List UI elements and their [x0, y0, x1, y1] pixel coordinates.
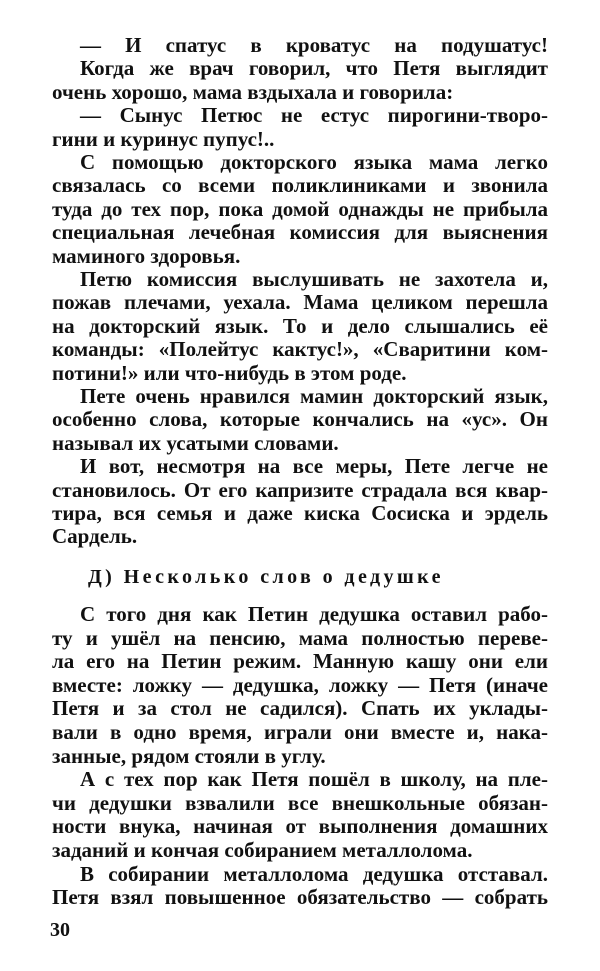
text-line: становилось. От его капризите страдала вся квар-: [52, 477, 548, 502]
text-line: ту и ушёл на пенсию, мама полностью переве-: [52, 625, 548, 650]
text-line: гини и куринус пупус!..: [52, 126, 275, 151]
text-line: потини!» или что-нибудь в этом роде.: [52, 360, 407, 385]
text-line: команды: «Полейтус кактус!», «Сваритини ком-: [52, 337, 548, 362]
section-heading: Д) Несколько слов о дедушке: [88, 566, 444, 588]
text-line: вместе: ложку — дедушка, ложку — Петя (иначе: [52, 672, 548, 697]
text-line: маминого здоровья.: [52, 243, 241, 268]
text-line: С того дня как Петин дедушка оставил рабо-: [80, 602, 548, 626]
text-line: вали в одно время, играли они вместе и, нака-: [52, 720, 548, 744]
text-line: Когда же врач говорил, что Петя выглядит: [80, 56, 548, 81]
text-line: — И спатус в кроватус на подушатус!: [80, 33, 548, 57]
text-line: пожав плечами, уехала. Мама целиком перешла: [52, 290, 548, 315]
text-line: Пете очень нравился мамин докторский язык,: [80, 384, 548, 408]
text-line: — Сынус Петюс не естус пирогини-творо-: [80, 103, 548, 128]
page-number: 30: [50, 919, 70, 941]
text-line: ла его на Петин режим. Манную кашу они ели: [52, 649, 548, 674]
text-line: очень хорошо, мама вздыхала и говорила:: [52, 79, 454, 104]
text-line: Петю комиссия выслушивать не захотела и,: [80, 267, 548, 291]
text-line: на докторский язык. То и дело слышались её: [52, 313, 548, 338]
text-line: А с тех пор как Петя пошёл в школу, на пле-: [80, 767, 548, 792]
text-line: В собирании металлолома дедушка отставал.: [80, 861, 548, 886]
text-line: называл их усатыми словами.: [52, 430, 339, 455]
text-line: Петя взял повышенное обязательство — собрать: [52, 885, 548, 910]
text-line: Петя и за стол не садился). Спать их уклады-: [52, 696, 548, 721]
text-line: заданий и кончая собиранием металлолома.: [52, 838, 473, 862]
text-line: С помощью докторского языка мама легко: [80, 150, 548, 174]
text-line: специальная лечебная комиссия для выяснения: [52, 220, 548, 245]
text-line: Сардель.: [52, 524, 138, 549]
text-line: ности внука, начиная от выполнения домашних: [52, 814, 548, 839]
text-line: туда до тех пор, пока домой однажды не прибыла: [52, 196, 548, 221]
text-line: тира, вся семья и даже киска Сосиска и эрдель: [52, 501, 548, 525]
text-line: связалась со всеми поликлиниками и звонила: [52, 173, 548, 198]
text-line: занные, рядом стояли в углу.: [52, 743, 326, 768]
text-line: И вот, несмотря на все меры, Пете легче не: [80, 454, 548, 479]
text-line: особенно слова, которые кончались на «ус». Он: [52, 407, 548, 432]
text-line: чи дедушки взвалили все внешкольные обязан-: [52, 790, 548, 815]
